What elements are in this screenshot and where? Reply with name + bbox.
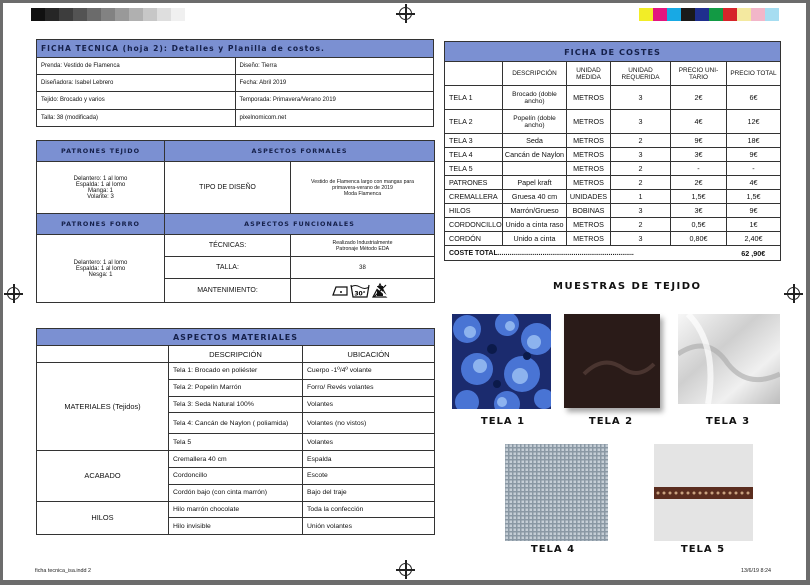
tejido-cell: Tejido: Brocado y varios <box>37 92 236 109</box>
footer-filename: ficha tecnica_isa.indd 2 <box>35 568 92 574</box>
cost-column-header: DESCRIPCIÓN <box>503 62 567 86</box>
cost-cell-qty: 3 <box>611 204 671 218</box>
cost-cell-unit: METROS <box>567 86 611 110</box>
color-swatch <box>129 8 143 21</box>
color-swatch-bar <box>639 8 779 21</box>
coste-total-value: 62 ,90€ <box>727 246 781 261</box>
tejido-line: Delantero: 1 al lomo <box>73 175 128 182</box>
cost-cell-unit: METROS <box>567 134 611 148</box>
cost-cell-desc: Unido a cinta <box>503 232 567 246</box>
tecnicas-line: Patronaje Método EDA <box>335 245 390 252</box>
tecnicas-value <box>291 235 435 257</box>
cost-cell-desc: Cancán de Naylon <box>503 148 567 162</box>
talla-cell: Talla: 38 (modificada) <box>37 109 236 126</box>
cost-cell-unit: METROS <box>567 110 611 134</box>
color-swatch <box>667 8 681 21</box>
patrones-aspectos-table <box>36 140 435 303</box>
material-location: Toda la confección <box>303 501 435 518</box>
cost-row <box>445 134 781 148</box>
website-cell: pixelnomicom.net <box>235 109 434 126</box>
cost-cell-unit: BOBINAS <box>567 204 611 218</box>
cost-row <box>445 110 781 134</box>
cost-cell-total: 9€ <box>727 148 781 162</box>
material-location: Volantes (no vistos) <box>303 413 435 434</box>
cost-column-header: UNIDAD MEDIDA <box>567 62 611 86</box>
care-symbols-svg <box>331 281 395 299</box>
cost-cell-desc: Popelín (doble ancho) <box>503 110 567 134</box>
forro-line: Delantero: 1 al lomo <box>73 259 128 266</box>
aspectos-materiales-title: ASPECTOS MATERIALES <box>37 329 435 346</box>
descripcion-header: DESCRIPCIÓN <box>169 346 303 363</box>
cost-row <box>445 86 781 110</box>
material-location: Espalda <box>303 451 435 468</box>
cost-cell-desc: Gruesa 40 cm <box>503 190 567 204</box>
tela-1-sample <box>452 314 551 409</box>
material-location: Unión volantes <box>303 518 435 535</box>
patrones-forro-list <box>37 235 165 303</box>
grayscale-swatch-bar <box>31 8 185 21</box>
color-swatch <box>639 8 653 21</box>
cost-cell-price: - <box>671 162 727 176</box>
cost-cell-price: 1,5€ <box>671 190 727 204</box>
cost-cell-item: PATRONES <box>445 176 503 190</box>
tipo-diseno-value <box>291 162 435 214</box>
tela-2-label: TELA 2 <box>588 416 634 427</box>
cost-cell-unit: UNIDADES <box>567 190 611 204</box>
care-symbols <box>291 279 435 303</box>
color-swatch <box>101 8 115 21</box>
cost-cell-unit: METROS <box>567 176 611 190</box>
aspectos-formales-header: ASPECTOS FORMALES <box>165 141 435 162</box>
color-swatch <box>723 8 737 21</box>
cost-cell-total: 12€ <box>727 110 781 134</box>
diseno-line: Vestido de Flamenca largo con mangas para <box>311 178 414 185</box>
talla-label: TALLA: <box>165 257 291 279</box>
material-description: Hilo marrón chocolate <box>169 501 303 518</box>
material-description: Hilo invisible <box>169 518 303 535</box>
tejido-line: Espalda: 1 al lomo <box>75 181 126 188</box>
cost-cell-total: 9€ <box>727 204 781 218</box>
material-description: Cordón bajo (con cinta marrón) <box>169 484 303 501</box>
aspectos-materiales-table <box>36 328 435 535</box>
material-group-name: ACABADO <box>37 451 169 501</box>
material-row <box>37 451 435 468</box>
cost-cell-qty: 2 <box>611 218 671 232</box>
material-location: Volantes <box>303 396 435 413</box>
material-description: Cordoncillo <box>169 467 303 484</box>
material-group-name: HILOS <box>37 501 169 535</box>
cost-cell-price: 0,80€ <box>671 232 727 246</box>
group-header-blank <box>37 346 169 363</box>
wash-temp-label: 30° <box>353 290 366 297</box>
tela-3-label: TELA 3 <box>705 416 751 427</box>
cost-cell-qty: 2 <box>611 176 671 190</box>
color-swatch <box>171 8 185 21</box>
cost-cell-total: - <box>727 162 781 176</box>
cost-cell-desc: Unido a cinta raso <box>503 218 567 232</box>
cost-cell-unit: METROS <box>567 232 611 246</box>
cost-cell-qty: 2 <box>611 162 671 176</box>
cost-cell-item: TELA 2 <box>445 110 503 134</box>
cost-cell-total: 1,5€ <box>727 190 781 204</box>
registration-mark-right <box>787 287 800 300</box>
bleach-icon <box>373 284 389 298</box>
material-location: Cuerpo -1º/4º volante <box>303 363 435 380</box>
registration-mark-top <box>399 7 412 20</box>
tipo-diseno-label: TIPO DE DISEÑO <box>165 162 291 214</box>
cost-column-header: PRECIO TOTAL <box>727 62 781 86</box>
cost-cell-item: CORDÓN <box>445 232 503 246</box>
color-swatch <box>59 8 73 21</box>
tecnicas-line: Realizado Industrialmente <box>332 239 393 246</box>
cost-cell-qty: 3 <box>611 232 671 246</box>
cost-cell-item: HILOS <box>445 204 503 218</box>
material-location: Forro/ Revés volantes <box>303 379 435 396</box>
cost-cell-total: 4€ <box>727 176 781 190</box>
cost-row <box>445 176 781 190</box>
material-location: Bajo del traje <box>303 484 435 501</box>
material-row <box>37 501 435 518</box>
cost-row <box>445 232 781 246</box>
cost-column-header: UNIDAD REQUERIDA <box>611 62 671 86</box>
cost-cell-unit: METROS <box>567 218 611 232</box>
cost-cell-qty: 3 <box>611 86 671 110</box>
tela-4-sample <box>505 444 608 541</box>
cost-cell-item: TELA 3 <box>445 134 503 148</box>
tela-5-sample <box>654 444 753 541</box>
color-swatch <box>653 8 667 21</box>
page <box>3 3 806 580</box>
tela-1-label: TELA 1 <box>480 416 526 427</box>
muestras-title: MUESTRAS DE TEJIDO <box>553 281 702 292</box>
color-swatch <box>73 8 87 21</box>
tecnicas-label: TÉCNICAS: <box>165 235 291 257</box>
cost-cell-total: 18€ <box>727 134 781 148</box>
footer-timestamp: 13/6/19 8:24 <box>741 568 771 574</box>
cost-cell-price: 4€ <box>671 110 727 134</box>
wash-30-icon <box>351 285 369 298</box>
patrones-tejido-list <box>37 162 165 214</box>
material-location: Volantes <box>303 434 435 451</box>
ficha-costes-table <box>444 41 781 261</box>
cost-cell-desc: Marrón/Grueso <box>503 204 567 218</box>
color-swatch <box>695 8 709 21</box>
material-description: Tela 3: Seda Natural 100% <box>169 396 303 413</box>
color-swatch <box>87 8 101 21</box>
forro-line: Espalda: 1 al lomo <box>75 265 126 272</box>
prenda-cell: Prenda: Vestido de Flamenca <box>37 58 236 75</box>
talla-value: 38 <box>291 257 435 279</box>
registration-mark-bottom <box>399 563 412 576</box>
cost-cell-item: TELA 1 <box>445 86 503 110</box>
cost-cell-qty: 3 <box>611 148 671 162</box>
tela-2-sample <box>564 314 660 408</box>
material-description: Cremallera 40 cm <box>169 451 303 468</box>
material-row <box>37 363 435 380</box>
temporada-cell: Temporada: Primavera/Verano 2019 <box>235 92 434 109</box>
ubicacion-header: UBICACIÓN <box>303 346 435 363</box>
color-swatch <box>681 8 695 21</box>
cost-cell-qty: 3 <box>611 110 671 134</box>
tejido-line: Manga: 1 <box>87 187 114 194</box>
cost-row <box>445 162 781 176</box>
cost-cell-unit: METROS <box>567 148 611 162</box>
item-header <box>445 62 503 86</box>
cost-cell-item: CORDONCILLO <box>445 218 503 232</box>
cost-cell-qty: 1 <box>611 190 671 204</box>
ficha-costes-title: FICHA DE COSTES <box>445 42 781 62</box>
cost-cell-desc: Brocado (doble ancho) <box>503 86 567 110</box>
tela-3-sample <box>678 314 780 404</box>
cost-column-header: PRECIO UNI-TARIO <box>671 62 727 86</box>
cost-cell-price: 3€ <box>671 148 727 162</box>
material-location: Escote <box>303 467 435 484</box>
cost-row <box>445 204 781 218</box>
cost-cell-total: 2,40€ <box>727 232 781 246</box>
cost-cell-price: 9€ <box>671 134 727 148</box>
cost-cell-total: 6€ <box>727 86 781 110</box>
cost-cell-price: 2€ <box>671 86 727 110</box>
color-swatch <box>765 8 779 21</box>
material-group-name: MATERIALES (Tejidos) <box>37 363 169 451</box>
ficha-tecnica-table <box>36 39 434 127</box>
cost-cell-unit: METROS <box>567 162 611 176</box>
color-swatch <box>31 8 45 21</box>
color-swatch <box>157 8 171 21</box>
material-description: Tela 2: Popelín Marrón <box>169 379 303 396</box>
disenadora-cell: Diseñadora: Isabel Lebrero <box>37 75 236 92</box>
diseno-cell: Diseño: Tierra <box>235 58 434 75</box>
color-swatch <box>143 8 157 21</box>
material-description: Tela 1: Brocado en poliéster <box>169 363 303 380</box>
color-swatch <box>737 8 751 21</box>
forro-line: Nesga: 1 <box>88 271 113 278</box>
mantenimiento-label: MANTENIMIENTO: <box>165 279 291 303</box>
cost-cell-desc: Seda <box>503 134 567 148</box>
color-swatch <box>45 8 59 21</box>
color-swatch <box>709 8 723 21</box>
fecha-cell: Fecha: Abril 2019 <box>235 75 434 92</box>
registration-mark-left <box>7 287 20 300</box>
cost-cell-price: 2€ <box>671 176 727 190</box>
cost-cell-item: CREMALLERA <box>445 190 503 204</box>
ficha-tecnica-title: FICHA TECNICA (hoja 2): Detalles y Planilla de costos. <box>37 40 434 58</box>
diseno-line: Moda Flamenca <box>343 190 382 197</box>
material-description: Tela 5 <box>169 434 303 451</box>
cost-cell-total: 1€ <box>727 218 781 232</box>
aspectos-funcionales-header: ASPECTOS FUNCIONALES <box>165 214 435 235</box>
cost-row <box>445 148 781 162</box>
diseno-line: primavera-verano de 2019 <box>332 184 393 191</box>
cost-cell-desc <box>503 162 567 176</box>
cost-cell-price: 0,5€ <box>671 218 727 232</box>
iron-icon <box>333 287 347 295</box>
coste-total-label: COSTE TOTAL...................................................................... <box>445 246 727 261</box>
cost-cell-desc: Papel kraft <box>503 176 567 190</box>
cost-cell-item: TELA 5 <box>445 162 503 176</box>
cost-row <box>445 218 781 232</box>
material-description: Tela 4: Cancán de Naylon ( poliamida) <box>169 413 303 434</box>
tela-4-label: TELA 4 <box>530 544 576 555</box>
color-swatch <box>751 8 765 21</box>
cost-cell-item: TELA 4 <box>445 148 503 162</box>
cost-row <box>445 190 781 204</box>
tejido-line: Volante: 3 <box>87 193 114 200</box>
patrones-forro-header: PATRONES FORRO <box>37 214 165 235</box>
cost-cell-qty: 2 <box>611 134 671 148</box>
tela-5-label: TELA 5 <box>680 544 726 555</box>
color-swatch <box>115 8 129 21</box>
cost-cell-price: 3€ <box>671 204 727 218</box>
patrones-tejido-header: PATRONES TEJIDO <box>37 141 165 162</box>
